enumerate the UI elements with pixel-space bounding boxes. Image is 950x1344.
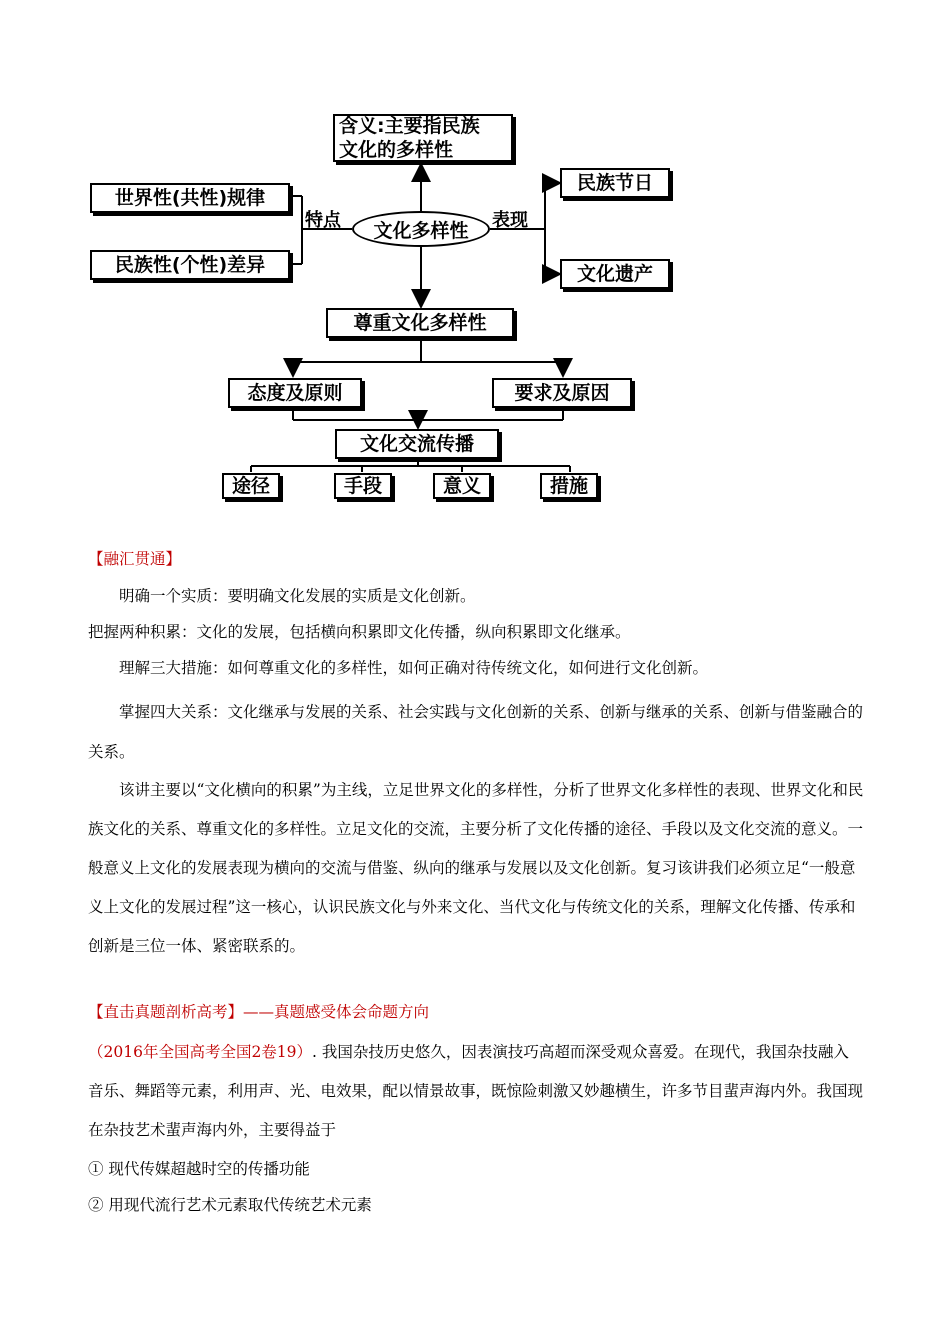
meaning-line2: 文化的多样性 (339, 139, 454, 161)
concept-diagram (0, 0, 950, 520)
section2-title: 【直击真题剖析高考】 (88, 1003, 244, 1021)
requirement-box (492, 378, 632, 408)
expression-1-label: 民族节日 (576, 172, 653, 194)
question-paragraph (88, 1033, 864, 1150)
meaning-box (333, 114, 513, 162)
center-label: 文化多样性 (373, 219, 469, 242)
way-1-label: 途径 (231, 475, 270, 497)
expression-label: 表现 (492, 210, 528, 231)
expression-2-label: 文化遗产 (576, 263, 653, 285)
requirement-label: 要求及原因 (514, 382, 610, 404)
way-2-label: 手段 (343, 475, 382, 497)
section2-header (88, 1000, 429, 1024)
way-3-label: 意义 (442, 475, 481, 497)
feature-box-1 (90, 183, 290, 213)
section1-paragraph-3: 理解三大措施：如何尊重文化的多样性，如何正确对待传统文化，如何进行文化创新。 (119, 659, 709, 677)
feature-1-label: 世界性(共性)规律 (114, 187, 266, 209)
feature-label: 特点 (305, 210, 341, 231)
exchange-label: 文化交流传播 (359, 433, 474, 455)
center-oval (352, 211, 490, 247)
section1-paragraph-1: 明确一个实质：要明确文化发展的实质是文化创新。 (119, 587, 476, 605)
expression-box-1 (560, 168, 670, 198)
attitude-label: 态度及原则 (247, 382, 343, 404)
way-box-1 (222, 473, 280, 499)
option-2: ② 用现代流行艺术元素取代传统艺术元素 (88, 1196, 372, 1214)
exchange-box (335, 429, 499, 459)
option-1: ① 现代传媒超越时空的传播功能 (88, 1160, 310, 1178)
section1-paragraph-2: 把握两种积累：文化的发展，包括横向积累即文化传播，纵向积累即文化继承。 (88, 623, 631, 641)
respect-box (326, 308, 514, 338)
section2-subtitle: ——真题感受体会命题方向 (243, 1003, 430, 1021)
question-source: （2016年全国高考全国2卷19） (88, 1043, 313, 1061)
way-box-3 (433, 473, 491, 499)
expression-box-2 (560, 259, 670, 289)
section1-paragraph-4: 掌握四大关系：文化继承与发展的关系、社会实践与文化创新的关系、创新与继承的关系、创新与借鉴融合的关系。 (88, 703, 864, 761)
attitude-box (228, 378, 362, 408)
section1-title: 【融汇贯通】 (88, 550, 182, 568)
way-box-4 (540, 473, 598, 499)
way-box-2 (334, 473, 392, 499)
feature-box-2 (90, 250, 290, 280)
feature-2-label: 民族性(个性)差异 (114, 254, 266, 276)
section1-paragraph-5: 该讲主要以“文化横向的积累”为主线，立足世界文化的多样性，分析了世界文化多样性的表现、世界文化和民族文化的关系、尊重文化的多样性。立足文化的交流，主要分析了文化传播的途径、手段以及文化交流的意义。一般意义上文化的发展表现为横向的交流与借鉴、纵向的继承与发展以及文化创新。复习该讲我们必须立足“一般意义上文化的发展过程”这一核心，认识民族文化与外来文化、当代文化与传统文化的关系，理解文化传播、传承和创新是三位一体、紧密联系的。 (88, 781, 864, 955)
respect-label: 尊重文化多样性 (353, 312, 487, 334)
way-4-label: 措施 (549, 475, 588, 497)
question-text: . 我国杂技历史悠久，因表演技巧高超而深受观众喜爱。在现代，我国杂技融入音乐、舞蹈等元素，利用声、光、电效果，配以情景故事，既惊险刺激又妙趣横生，许多节目蜚声海内外。我国现在杂技艺术蜚声海内外，主要得益于 (88, 1043, 864, 1139)
meaning-line1: 含义:主要指民族 (339, 115, 480, 137)
